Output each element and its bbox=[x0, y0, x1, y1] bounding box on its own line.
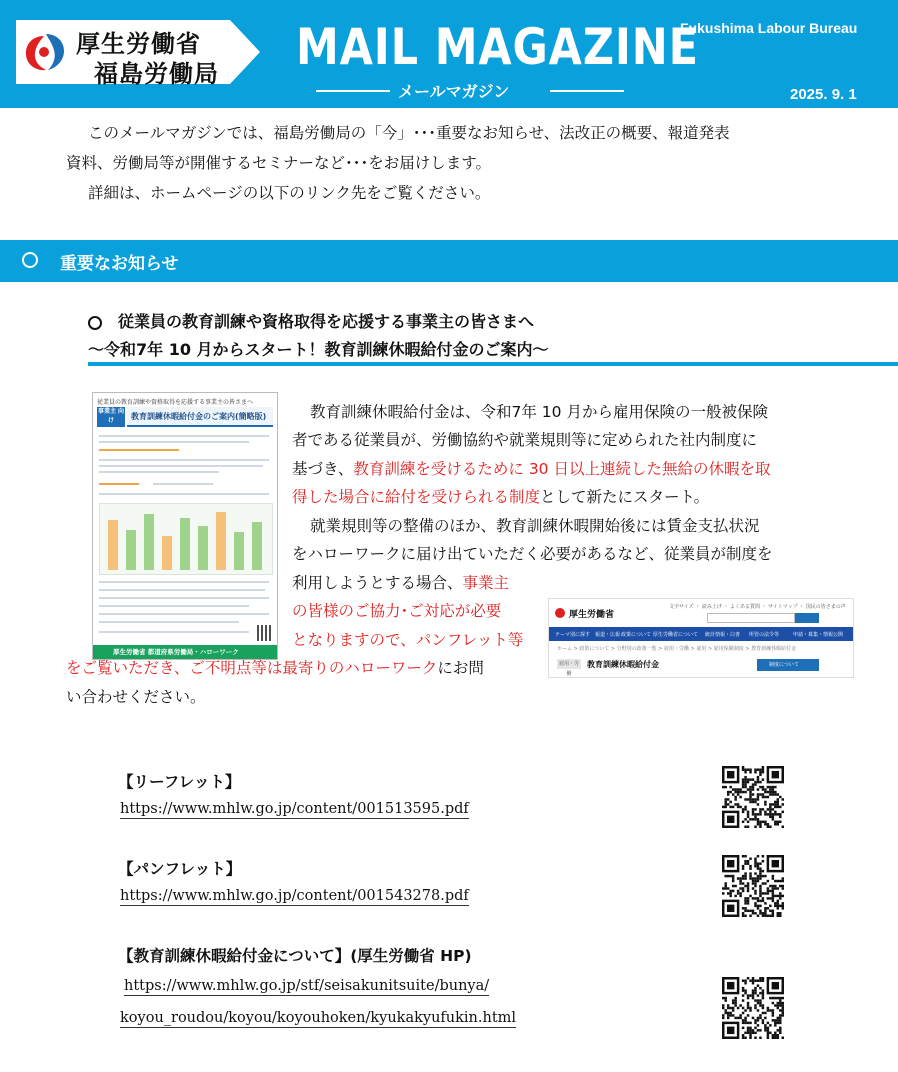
website-thumbnail[interactable] bbox=[548, 598, 854, 678]
pamphlet-top-text: 従業員の教育訓練や資格取得を応援する事業主の皆さまへ bbox=[97, 399, 254, 406]
website-logo-text: 厚生労働省 bbox=[569, 610, 615, 620]
website-util-links: 文字サイズ ・ 読み上げ ・ よくある質問 ・ サイトマップ ・ 国民の皆さまの声 bbox=[669, 604, 846, 610]
mhlw-hp-label: 【教育訓練休暇給付金について】(厚生労働省 HP) bbox=[118, 947, 472, 965]
circle-bullet-icon bbox=[22, 252, 38, 268]
qr-code-icon bbox=[722, 977, 784, 1039]
website-nav-item: 政策について bbox=[621, 632, 651, 638]
pamphlet-diagram-bar bbox=[144, 514, 154, 570]
article-text: 基づき、 bbox=[292, 460, 354, 478]
article-line bbox=[66, 654, 484, 683]
website-nav-item: 統計情報・白書 bbox=[705, 632, 741, 638]
intro-line-2: 資料、労働局等が開催するセミナーなど･･･をお届けします。 bbox=[66, 154, 492, 172]
pamphlet-text-line bbox=[99, 631, 249, 633]
article-line: となりますので、パンフレット等 bbox=[292, 631, 524, 649]
website-nav-item: 申請・募集・情報公開 bbox=[793, 632, 844, 638]
pamphlet-diagram bbox=[99, 503, 273, 575]
mhlw-hp-link[interactable]: https://www.mhlw.go.jp/stf/seisakunitsuite/bunya/ bbox=[124, 978, 490, 994]
qr-code-icon bbox=[722, 766, 784, 828]
pamphlet-text-line bbox=[99, 459, 269, 461]
article-line bbox=[292, 569, 509, 598]
article-line: 教育訓練休暇給付金は、令和7年 10 月から雇用保険の一般被保険 bbox=[310, 403, 768, 421]
qr-code-icon bbox=[257, 625, 273, 641]
logo-arrow-shape bbox=[230, 20, 260, 84]
pamphlet-diagram-bar bbox=[234, 532, 244, 570]
pamphlet-diagram-bar bbox=[180, 518, 190, 570]
leaflet-label: 【リーフレット】 bbox=[118, 773, 241, 791]
bureau-name: Fukushima Labour Bureau bbox=[680, 20, 858, 36]
website-about-button: 制度について bbox=[757, 659, 819, 671]
pamphlet-text-line bbox=[99, 449, 179, 451]
pamphlet-text-line bbox=[99, 441, 249, 443]
article-line bbox=[292, 455, 770, 484]
magazine-subtitle: メールマガジン bbox=[398, 82, 510, 101]
intro-line-3: 詳細は、ホームページの以下のリンク先をご覧ください。 bbox=[88, 184, 491, 202]
pamphlet-label: 【パンフレット】 bbox=[118, 860, 242, 878]
magazine-title: MAIL MAGAZINE bbox=[296, 18, 699, 76]
website-page-title: 教育訓練休暇給付金 bbox=[587, 660, 659, 669]
pamphlet-diagram-bar bbox=[162, 536, 172, 570]
article-line: 就業規則等の整備のほか、教育訓練休暇開始後には賃金支払状況 bbox=[310, 517, 760, 535]
pamphlet-text-line bbox=[99, 483, 139, 485]
article-subheading: ～令和7年 10 月からスタート！教育訓練休暇給付金のご案内～ bbox=[88, 340, 549, 359]
article-line: い合わせください。 bbox=[66, 688, 206, 706]
article-line bbox=[292, 483, 709, 512]
article-text: にお問 bbox=[437, 659, 484, 677]
article-line: 者である従業員が、労働協約や就業規則等に定められた社内制度に bbox=[292, 431, 758, 449]
pamphlet-text-line bbox=[99, 471, 219, 473]
article-text: として新たにスタート。 bbox=[540, 488, 710, 506]
mhlw-hp-link-cont[interactable]: koyou_roudou/koyou/koyouhoken/kyukakyufukin.html bbox=[120, 1010, 517, 1026]
pamphlet-text-line bbox=[99, 465, 263, 467]
website-breadcrumb: ホーム > 政策について > 分野別の政策一覧 > 雇用・労働 > 雇用 > 雇用保険制度 > 教育訓練休暇給付金 bbox=[557, 646, 797, 652]
article-text: 利用しようとする場合、 bbox=[292, 574, 463, 592]
pamphlet-text-line bbox=[99, 597, 269, 599]
article-highlight: をご覧いただき、ご不明点等は最寄りのハローワーク bbox=[66, 659, 438, 677]
leaflet-link[interactable]: https://www.mhlw.go.jp/content/001513595.pdf bbox=[120, 801, 469, 817]
article-highlight: 教育訓練を受けるために 30 日以上連続した無給の休暇を取 bbox=[353, 460, 771, 478]
logo-bureau-name: 福島労働局 bbox=[94, 60, 219, 88]
pamphlet-link[interactable]: https://www.mhlw.go.jp/content/001543278.pdf bbox=[120, 888, 469, 904]
pamphlet-title: 教育訓練休暇給付金のご案内(簡略版) bbox=[127, 407, 273, 427]
pamphlet-footer: 厚生労働省 都道府県労働局・ハローワーク bbox=[113, 648, 239, 656]
mhlw-logo-icon bbox=[555, 608, 565, 618]
pamphlet-text-line bbox=[99, 613, 269, 615]
pamphlet-text-line bbox=[99, 605, 249, 607]
pamphlet-thumbnail[interactable] bbox=[92, 392, 278, 660]
mhlw-logo-icon bbox=[22, 30, 68, 74]
article-highlight: 事業主 bbox=[462, 574, 510, 592]
subtitle-rule-left bbox=[316, 90, 390, 92]
website-nav-item: 所管の法令等 bbox=[749, 632, 780, 638]
article-highlight: 得した場合に給付を受けられる制度 bbox=[292, 488, 541, 506]
website-search-button bbox=[795, 613, 819, 623]
qr-code-icon bbox=[722, 855, 784, 917]
pamphlet-diagram-bar bbox=[126, 530, 136, 570]
pamphlet-text-line bbox=[153, 483, 213, 485]
website-search-input bbox=[707, 613, 795, 623]
intro-line-1: このメールマガジンでは、福島労働局の「今」･･･重要なお知らせ、法改正の概要、報道発表 bbox=[88, 124, 730, 142]
website-category-tag: 雇用・労働 bbox=[558, 661, 579, 677]
website-nav-item: テーマ別に探す bbox=[555, 632, 591, 638]
article-line: の皆様のご協力･ご対応が必要 bbox=[292, 602, 502, 620]
pamphlet-text-line bbox=[99, 581, 269, 583]
pamphlet-text-line bbox=[99, 493, 269, 495]
article-line: をハローワークに届け出ていただく必要があるなど、従業員が制度を bbox=[292, 545, 773, 563]
website-nav-item: 報道・広報 bbox=[595, 632, 621, 638]
pamphlet-diagram-bar bbox=[108, 520, 118, 570]
section-title: 重要なお知らせ bbox=[60, 254, 179, 274]
pamphlet-text-line bbox=[99, 435, 269, 437]
pamphlet-diagram-bar bbox=[216, 512, 226, 570]
article-heading: 従業員の教育訓練や資格取得を応援する事業主の皆さまへ bbox=[118, 312, 535, 331]
pamphlet-target-tag: 事業主 向け bbox=[97, 407, 125, 427]
circle-bullet-icon bbox=[88, 316, 102, 330]
issue-date: 2025. 9. 1 bbox=[790, 86, 857, 103]
subtitle-rule-right bbox=[550, 90, 624, 92]
logo-ministry-name: 厚生労働省 bbox=[76, 30, 201, 58]
pamphlet-text-line bbox=[99, 589, 265, 591]
heading-rule bbox=[88, 362, 898, 366]
pamphlet-text-line bbox=[99, 621, 239, 623]
website-nav-item: 厚生労働省について bbox=[653, 632, 698, 638]
pamphlet-diagram-bar bbox=[252, 522, 262, 570]
pamphlet-diagram-bar bbox=[198, 526, 208, 570]
